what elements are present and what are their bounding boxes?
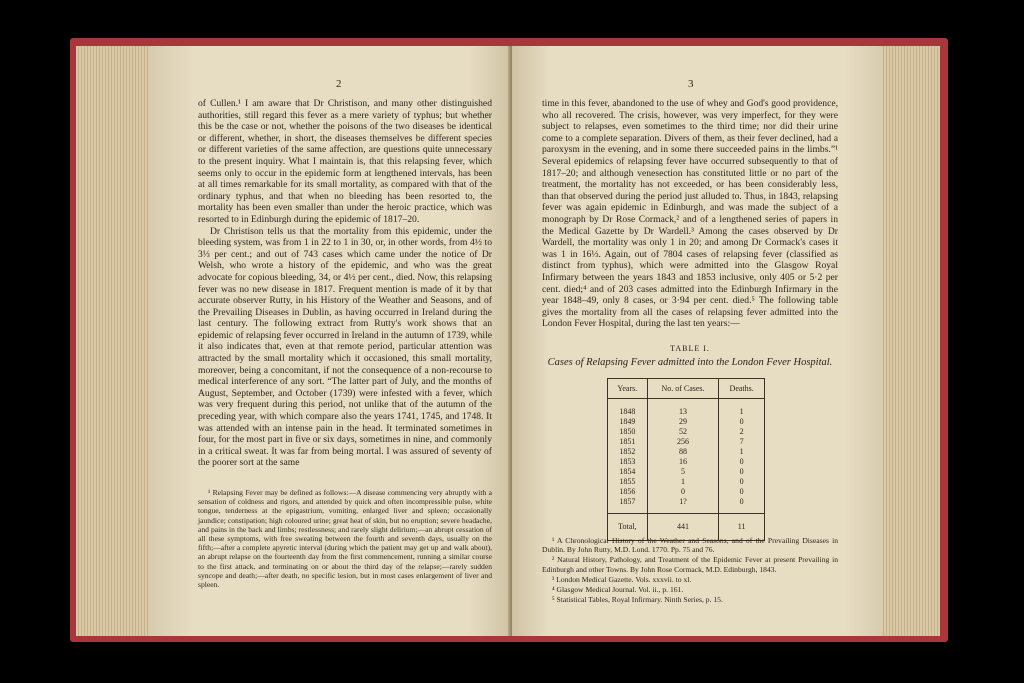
cell-cases: 1? (647, 497, 719, 514)
cell-year: 1848 (608, 399, 648, 418)
paragraph: time in this fever, abandoned to the use of whey and God's good providence, who all recovered. The crisis, however, was very imperfect, for they were subject to relapses, even sometimes to the third time; nor did their urine come to a complete separation. Divers of them, as their fever declined, had a paroxysm in the evening, and in some there succeeded pains in the limbs.”¹ Several epidemics of relapsing fever have occurred subsequently to that of 1817–20; and although venesection has constituted little or no part of the treatment, the mortality has not exceeded, or has been considerably less, than that observed during the period just alluded to. Thus, in 1843, relapsing fever was again epidemic in Edinburgh, and was made the subject of a monograph by Dr Rose Cormack,² and of a lengthened series of papers in the Medical Gazette by Dr Wardell.³ Among the cases observed by Dr Wardell, the mortality was only 1 in 20; and among Dr Cormack's cases it was 1 in 16⅓. Again, out of 7804 cases of relapsing fever (classified as distinct from typhus), which were admitted into the Glasgow Royal Infirmary between the years 1843 and 1853 inclusive, only 405 or 5·2 per cent. died;⁴ and of 203 cases admitted into the Edinburgh Infirmary in the year 1848–49, only 8 cases, or 3·94 per cent. died.⁵ The following table gives the mortality from all the cases of relapsing fever admitted into the London Fever Hospital, during the last ten years:— (542, 98, 838, 330)
page-number-left: 2 (336, 78, 342, 90)
footnote: ³ London Medical Gazette. Vols. xxxvii. to xl. (552, 574, 692, 584)
footnote: ⁴ Glasgow Medical Journal. Vol. ii., p. 161. (552, 585, 684, 595)
table-row (608, 417, 765, 427)
footnote: ⁵ Statistical Tables, Royal Infirmary. Ninth Series, p. 15. (552, 595, 723, 605)
cell-deaths: 1 (719, 447, 765, 457)
cell-cases: 1 (647, 477, 719, 487)
column-header: No. of Cases. (647, 379, 719, 399)
table-row (608, 437, 765, 447)
cell-cases: 16 (647, 457, 719, 467)
table-row (608, 497, 765, 514)
right-footnotes (542, 536, 838, 605)
cell-year: 1849 (608, 417, 648, 427)
total-label: Total, (608, 514, 648, 541)
table-caption (542, 344, 838, 368)
table-row (608, 487, 765, 497)
paragraph: of Cullen.¹ I am aware that Dr Christison, and many other distinguished authorities, still regard this fever as a mere variety of typhus; but whether this be the case or not, whether the poisons of the two diseases be identical or different, whether, in short, the diseases themselves be different species or different varieties of the same affection, are questions quite unnecessary to the present inquiry. What I maintain is, that this relapsing fever, which seems only to occur in the epidemic form at lengthened intervals, has been at all times remarkable for its small mortality, as compared with that of the ordinary typhus, and that when no bleeding has been resorted to, the mortality has been even smaller than under the heroic practice, which was resorted to in Edinburgh during the epidemic of 1817–20. (198, 98, 492, 225)
table-header-row (608, 379, 765, 399)
cell-cases: 29 (647, 417, 719, 427)
table-row (608, 467, 765, 477)
cell-cases: 5 (647, 467, 719, 477)
cell-deaths: 0 (719, 417, 765, 427)
table-row (608, 427, 765, 437)
cell-deaths: 0 (719, 477, 765, 487)
table-row (608, 477, 765, 487)
cell-year: 1854 (608, 467, 648, 477)
right-body-text (542, 98, 838, 330)
total-cases: 441 (647, 514, 719, 541)
cell-cases: 52 (647, 427, 719, 437)
cell-year: 1856 (608, 487, 648, 497)
left-body-text (198, 98, 492, 469)
cell-cases: 256 (647, 437, 719, 447)
cell-deaths: 7 (719, 437, 765, 447)
cell-cases: 13 (647, 399, 719, 418)
table-row (608, 457, 765, 467)
cell-year: 1855 (608, 477, 648, 487)
cell-year: 1857 (608, 497, 648, 514)
left-page (150, 46, 512, 636)
column-header: Deaths. (719, 379, 765, 399)
cell-deaths: 0 (719, 497, 765, 514)
cell-cases: 0 (647, 487, 719, 497)
mortality-table (607, 378, 765, 541)
page-edges-right (880, 46, 940, 636)
table-label: TABLE I. (670, 344, 710, 353)
cell-deaths: 0 (719, 467, 765, 477)
cell-year: 1853 (608, 457, 648, 467)
cell-year: 1850 (608, 427, 648, 437)
footnote: ¹ A Chronological History of the Weather and Seasons, and of the Prevailing Diseases in Dublin. By John Rutty, M.D. Lond. 1770. Pp. 75 and 76. (542, 536, 838, 555)
cell-year: 1851 (608, 437, 648, 447)
paragraph: Dr Christison tells us that the mortality from this epidemic, under the bleeding system, was from 1 in 22 to 1 in 30, or, in other words, from 4½ to 3⅓ per cent.; and out of 743 cases which came under the notice of Dr Welsh, who wrote a history of the epidemic, and who was the great advocate for copious bleeding, 34, or 4½ per cent., died. Now, this relapsing fever was no new disease in 1817. Frequent mention is made of it by that accurate observer Rutty, in his History of the Weather and Seasons, and of the Prevailing Diseases in Dublin, as having occurred in Ireland during the last century. The following extract from Rutty's work shows that an epidemic of relapsing fever occurred in Ireland in the autumn of 1739, while it also indicates that, even at that remote period, particular attention was attracted by the small mortality which it occasioned, this small mortality, moreover, being a concomitant, if not the consequence of a non-recourse to medical interference of any sort. “The latter part of July, and the months of August, September, and October (1739) were infested with a fever, which was very frequent during this period, not unlike that of the autumn of the preceding year, with which compare also the years 1741, 1745, and 1748. It was attended with an intense pain in the head. It terminated sometimes in four, for the most part in five or six days, sometimes in nine, and commonly in a critical sweat. It was far from being mortal. I was assured of seventy of the poorer sort at the same (198, 225, 492, 469)
cell-deaths: 1 (719, 399, 765, 418)
cell-cases: 88 (647, 447, 719, 457)
page-number-right: 3 (688, 78, 694, 90)
column-header: Years. (608, 379, 648, 399)
cell-deaths: 0 (719, 487, 765, 497)
table-row (608, 399, 765, 418)
cell-deaths: 0 (719, 457, 765, 467)
left-footnotes (198, 488, 492, 590)
page-edges-left (76, 46, 152, 636)
cell-year: 1852 (608, 447, 648, 457)
total-deaths: 11 (719, 514, 765, 541)
table-title: Cases of Relapsing Fever admitted into the London Fever Hospital. (547, 357, 833, 368)
right-page (512, 46, 882, 636)
table-row (608, 447, 765, 457)
footnote: ² Natural History, Pathology, and Treatment of the Epidemic Fever at present Prevailing in Edinburgh and other Towns. By John Rose Cormack, M.D. Edinburgh, 1843. (542, 555, 838, 574)
cell-deaths: 2 (719, 427, 765, 437)
footnote: ¹ Relapsing Fever may be defined as follows:—A disease commencing very abruptly with a sensation of coldness and rigors, and attended by quick and often incompressible pulse, white tongue, tenderness at the epigastrium, vomiting, enlarged liver and spleen; occasionally jaundice; constipation; high coloured urine; great heat of skin, but no eruption; severe headache, and pains in the back and limbs; restlessness; and rarely slight delirium;—an abrupt cessation of all these symptoms, with free sweating between the fourth and seventh days, usually on the fifth;—after a complete apyretic interval (during which the patient may get up and walk about), an abrupt relapse on the fourteenth day from the first commencement, running a similar course to the first attack, and terminating on or about the third day of the relapse;—rarely sudden syncope and death;—after death, no specific lesion, but in most cases enlargement of liver and spleen. (198, 488, 492, 590)
